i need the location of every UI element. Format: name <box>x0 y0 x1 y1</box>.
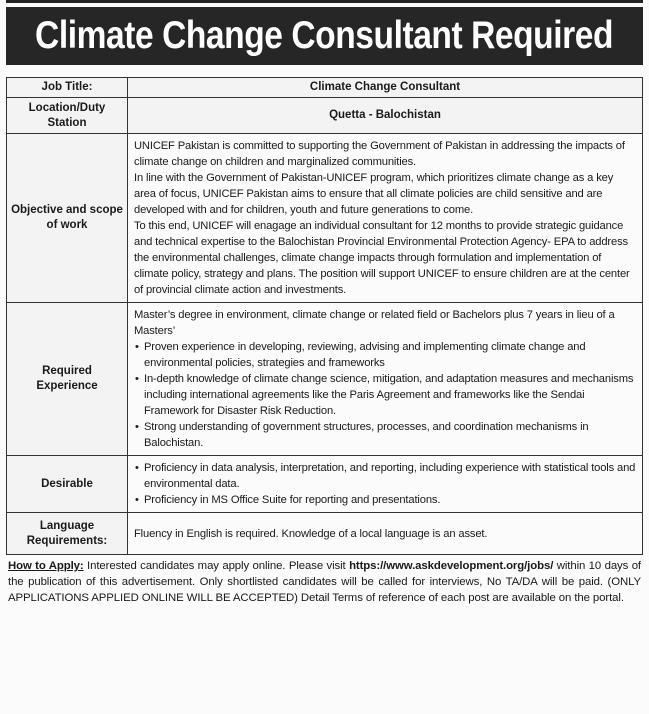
desirable-row <box>7 456 643 513</box>
desirable-list <box>134 460 636 508</box>
location-label: Location/Duty Station <box>7 98 128 134</box>
experience-item: • Proven experience in developing, reviewing, advising and implementing climate change and environmental policies, strategies and frameworks <box>134 339 636 371</box>
objective-paragraph: In line with the Government of Pakistan-UNICEF program, which prioritizes climate change as a key area of focus, UNICEF Pakistan aims to ensure that all climate policies are child sensitive and are developed with and for children, youth and future generations to come. <box>134 172 614 216</box>
desirable-item: • Proficiency in data analysis, interpretation, and reporting, including experience with statistical tools and environmental data. <box>134 460 636 492</box>
experience-row <box>7 303 643 456</box>
experience-label: Required Experience <box>7 303 128 456</box>
desirable-text <box>128 456 643 513</box>
experience-intro: Master’s degree in environment, climate change or related field or Bachelors plus 7 years in lieu of a Masters’ <box>134 309 615 337</box>
experience-list <box>134 339 636 451</box>
language-label: Language Requirements: <box>7 513 128 555</box>
experience-item: • In-depth knowledge of climate change science, mitigation, and adaptation measures and mechanisms including international agreements like the Paris Agreement and frameworks like the Sendai Framework for Disaster Risk Reduction. <box>134 371 636 419</box>
job-title-row <box>7 78 643 98</box>
objective-paragraph: To this end, UNICEF will enagage an individual consultant for 12 months to provide strategic guidance and technical expertise to the Balochistan Provincial Environmental Protection Agency- EPA to address the environmental challenges, climate change impacts through formulation and implementation of climate policy, strategy and plans. The position will support UNICEF to ensure children are at the center of provincial climate action and investments. <box>134 220 630 296</box>
apply-url-link[interactable]: https://www.askdevelopment.org/jobs/ <box>349 560 554 572</box>
location-value: Quetta - Balochistan <box>128 98 643 134</box>
how-to-apply-text: Interested candidates may apply online. Please visit <box>83 560 350 572</box>
job-title-label: Job Title: <box>7 78 128 98</box>
objective-text <box>128 134 643 303</box>
title-banner <box>6 7 643 65</box>
desirable-label: Desirable <box>7 456 128 513</box>
objective-row <box>7 134 643 303</box>
top-rule <box>6 0 643 3</box>
experience-text <box>128 303 643 456</box>
job-title-value: Climate Change Consultant <box>128 78 643 98</box>
desirable-item: • Proficiency in MS Office Suite for reporting and presentations. <box>134 492 636 508</box>
experience-item: • Strong understanding of government structures, processes, and coordination mechanisms in Balochistan. <box>134 419 636 451</box>
objective-paragraph: UNICEF Pakistan is committed to supporting the Government of Pakistan in addressing the impacts of climate change on children and marginalized communities. <box>134 140 625 168</box>
language-row <box>7 513 643 555</box>
how-to-apply <box>8 558 641 606</box>
location-row <box>7 98 643 134</box>
job-details-table <box>6 77 643 555</box>
page-title: Climate Change Consultant Required <box>35 14 614 57</box>
how-to-apply-details: within 10 days of the publication of this advertisement. Only shortlisted candidates will be called for interviews, No TA/DA will be paid. (ONLY APPLICATIONS APPLIED ONLINE WILL BE ACCEPTED) Detail Terms of reference of each post are available on the portal. <box>8 560 641 604</box>
language-value: Fluency in English is required. Knowledge of a local language is an asset. <box>128 513 643 555</box>
how-to-apply-heading: How to Apply: <box>8 560 84 572</box>
objective-label: Objective and scope of work <box>7 134 128 303</box>
